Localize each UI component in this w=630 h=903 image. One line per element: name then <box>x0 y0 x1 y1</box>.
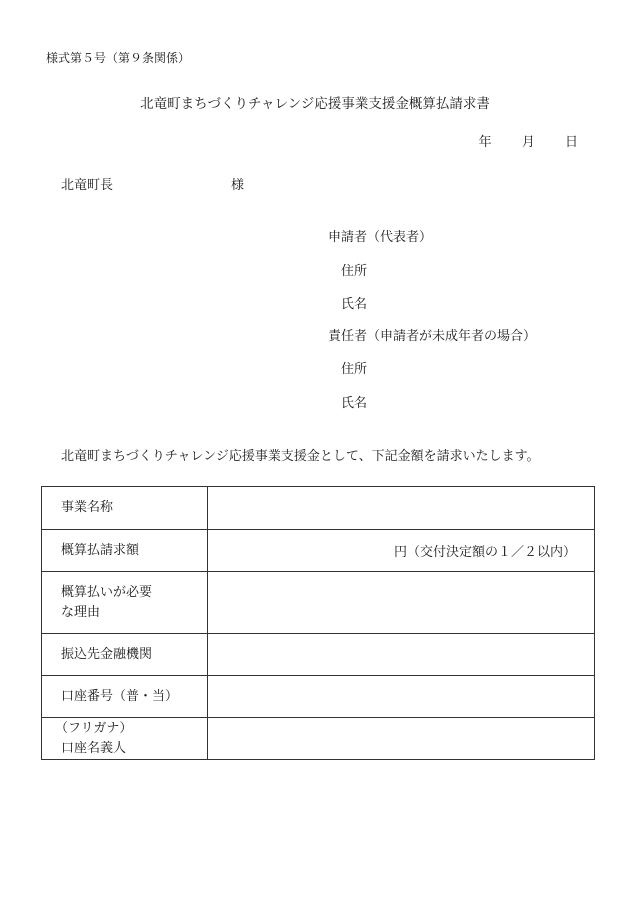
date-day: 日 <box>564 135 578 150</box>
table-row <box>42 530 595 572</box>
project-name-label: 事業名称 <box>42 487 208 530</box>
addressee <box>61 174 244 193</box>
table-row <box>42 634 595 676</box>
account-holder-field[interactable] <box>208 718 595 760</box>
reason-field[interactable] <box>208 572 595 634</box>
table-row <box>42 676 595 718</box>
responsible-address-label: 住所 <box>341 362 368 377</box>
account-holder-text: 口座名義人 <box>61 740 127 756</box>
table-row <box>42 572 595 634</box>
addressee-name: 北竜町長 <box>61 178 114 193</box>
table-row <box>42 718 595 760</box>
account-holder-label <box>42 718 208 760</box>
date-month: 月 <box>521 135 535 150</box>
account-number-label: 口座番号（普・当） <box>42 676 208 718</box>
table-row <box>42 487 595 530</box>
form-number: 様式第５号（第９条関係） <box>46 51 191 65</box>
request-details-table <box>41 486 595 760</box>
account-number-field[interactable] <box>208 676 595 718</box>
furigana-label: （フリガナ） <box>55 720 133 736</box>
reason-label <box>42 572 208 634</box>
responsible-label: 責任者（申請者が未成年者の場合） <box>328 329 537 344</box>
applicant-name-label: 氏名 <box>341 297 368 312</box>
reason-label-line2: な理由 <box>61 604 101 620</box>
request-statement: 北竜町まちづくりチャレンジ応援事業支援金として、下記金額を請求いたします。 <box>61 449 540 464</box>
date-line <box>453 131 578 150</box>
amount-unit-note: 円（交付決定額の１／２以内） <box>393 545 576 560</box>
applicant-label: 申請者（代表者） <box>328 230 433 245</box>
date-year: 年 <box>478 135 492 150</box>
applicant-address-label: 住所 <box>341 264 368 279</box>
responsible-name-label: 氏名 <box>341 396 368 411</box>
reason-label-line1: 概算払いが必要 <box>61 584 153 600</box>
bank-label: 振込先金融機関 <box>42 634 208 676</box>
document-title: 北竜町まちづくりチャレンジ応援事業支援金概算払請求書 <box>140 96 490 112</box>
amount-label: 概算払請求額 <box>42 530 208 572</box>
project-name-field[interactable] <box>208 487 595 530</box>
amount-field[interactable] <box>208 530 595 572</box>
addressee-honorific: 様 <box>231 178 245 193</box>
bank-field[interactable] <box>208 634 595 676</box>
